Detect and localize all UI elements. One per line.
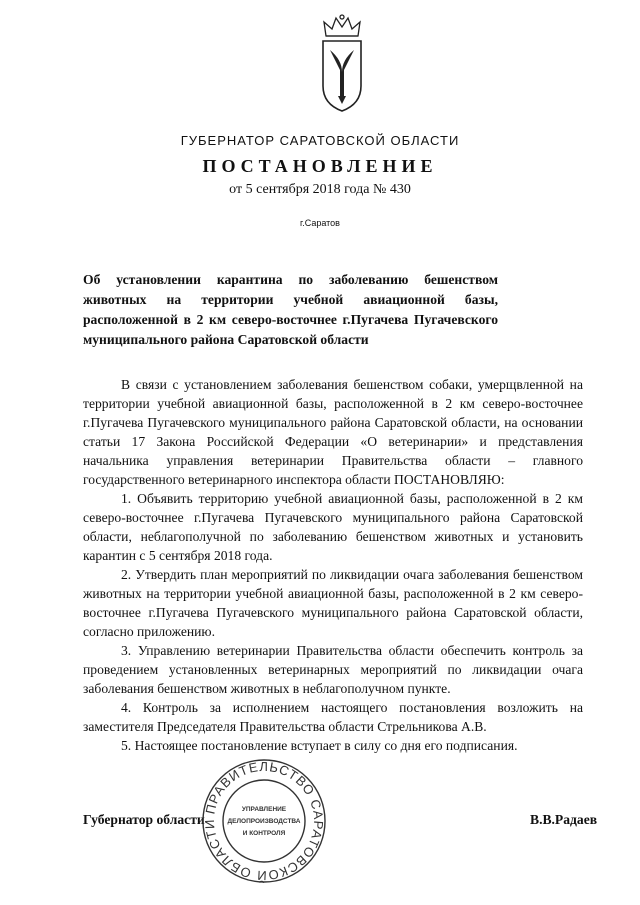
document-body	[83, 375, 583, 755]
seal-center-line-3: И КОНТРОЛЯ	[242, 830, 286, 837]
seal-center-line-2: ДЕЛОПРОИЗВОДСТВА	[227, 818, 301, 825]
issuing-authority: ГУБЕРНАТОР САРАТОВСКОЙ ОБЛАСТИ	[180, 133, 460, 148]
clause-5: 5. Настоящее постановление вступает в силу со дня его подписания.	[121, 738, 518, 753]
document-type-title: ПОСТАНОВЛЕНИЕ	[202, 156, 438, 176]
document-subject: Об установлении карантина по заболеванию бешенством животных на территории учебной авиационной базы, расположенной в 2 км северо-восточнее г.Пугачева Пугачевского муниципального района Саратовской области	[83, 272, 498, 347]
clause-4: 4. Контроль за исполнением настоящего постановления возложить на заместителя Председателя Правительства области Стрельникова А.В.	[83, 700, 583, 734]
signatory-name: В.В.Радаев	[530, 812, 598, 827]
clause-3: 3. Управлению ветеринарии Правительства области обеспечить контроль за проведением установленных ветеринарных мероприятий по ликвидации очага заболевания бешенством животных в неблагополучном пункте.	[83, 643, 583, 696]
clause-1: 1. Объявить территорию учебной авиационной базы, расположенной в 2 км северо-восточнее г.Пугачева Пугачевского муниципального района Саратовской области, неблагополучной по заболеванию бешенством животных и установить карантин с 5 сентября 2018 года.	[83, 491, 583, 563]
issue-place: г.Саратов	[300, 218, 340, 228]
official-seal-stamp	[200, 757, 328, 885]
document-date-number: от 5 сентября 2018 года № 430	[229, 182, 411, 197]
signatory-position: Губернатор области	[83, 812, 205, 827]
coat-of-arms-icon	[318, 14, 366, 114]
clause-2: 2. Утвердить план мероприятий по ликвидации очага заболевания бешенством животных на территории учебной авиационной базы, расположенной в 2 км северо-восточнее г.Пугачева Пугачевского муниципального района Саратовской области, согласно приложению.	[83, 567, 583, 639]
intro-paragraph: В связи с установлением заболевания бешенством собаки, умерщвленной на территории учебной авиационной базы, расположенной в 2 км северо-восточнее г.Пугачева Пугачевского муниципального района Саратовской области, на основании статьи 17 Закона Российской Федерации «О ветеринарии» и представления начальника управления ветеринарии Правительства области – главного государственного ветеринарного инспектора области ПОСТАНОВЛЯЮ:	[83, 377, 583, 487]
seal-outer-text: ПРАВИТЕЛЬСТВО САРАТОВСКОЙ ОБЛАСТИ	[201, 758, 327, 884]
seal-center-line-1: УПРАВЛЕНИЕ	[241, 806, 287, 813]
